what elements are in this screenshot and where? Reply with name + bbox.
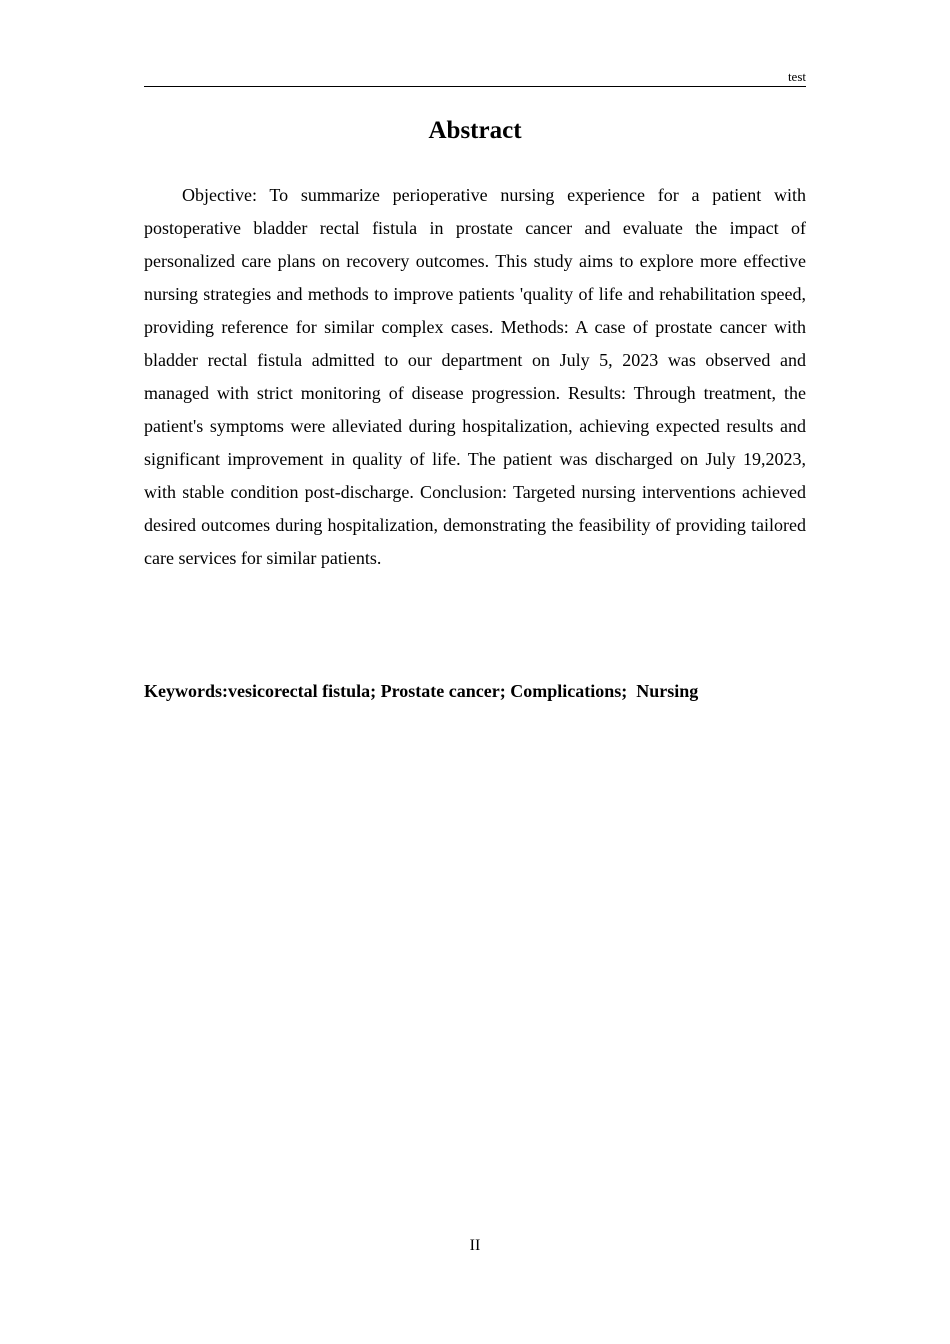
page-title: Abstract: [428, 117, 522, 144]
header-rule: [144, 86, 806, 87]
page-number: II: [469, 1237, 481, 1254]
keywords-line: Keywords:vesicorectal fistula; Prostate cancer; Complications; Nursing: [144, 681, 699, 701]
abstract-body: Objective: To summarize perioperative nursing experience for a patient with postoperative bladder rectal fistula in prostate cancer and evaluate the impact of personalized care plans on recovery outcomes. This study aims to explore more effective nursing strategies and methods to improve patients 'quality of life and rehabilitation speed, providing reference for similar complex cases. Methods: A case of prostate cancer with bladder rectal fistula admitted to our department on July 5, 2023 was observed and managed with strict monitoring of disease progression. Results: Through treatment, the patient's symptoms were alleviated during hospitalization, achieving expected results and significant improvement in quality of life. The patient was discharged on July 19,2023, with stable condition post-discharge. Conclusion: Targeted nursing interventions achieved desired outcomes during hospitalization, demonstrating the feasibility of providing tailored care services for similar patients.: [144, 185, 806, 568]
running-header: test: [787, 69, 806, 84]
